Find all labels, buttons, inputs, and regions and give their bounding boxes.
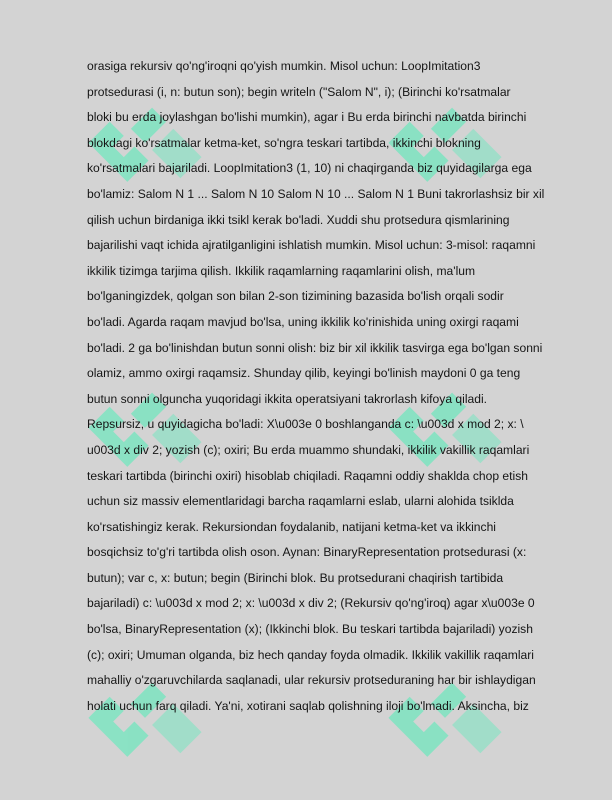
text-line: qilish uchun birdaniga ikki tsikl kerak bo'ladi. Xuddi shu protsedura qismlarining xyxy=(87,212,510,227)
text-line: ko'rsatishingiz kerak. Rekursiondan foydalanib, natijani ketma-ket va ikkinchi xyxy=(87,519,496,534)
text-line: olamiz, ammo oxirgi raqamsiz. Shunday qilib, keyingi bo'linish maydoni 0 ga teng xyxy=(87,366,521,381)
text-line: ko'rsatmalari bajariladi. LoopImitation3 (1, 10) ni chaqirganda biz quyidagilarga ega xyxy=(87,161,532,176)
text-line: orasiga rekursiv qo'ng'iroqni qo'yish mumkin. Misol uchun: LoopImitation3 xyxy=(87,59,481,73)
text-line: blokdagi ko'rsatmalar ketma-ket, so'ngra teskari tartibda, ikkinchi blokning xyxy=(87,135,481,150)
text-line: bajariladi) c: \u003d x mod 2; x: \u003d x div 2; (Rekursiv qo'ng'iroq) agar x\u003e 0 xyxy=(87,596,535,611)
text-line: bo'ladi. 2 ga bo'linishdan butun sonni olish: biz bir xil ikkilik tasvirga ega bo'lgan sonni xyxy=(87,340,543,355)
text-line: bo'ladi. Agarda raqam mavjud bo'lsa, uning ikkilik ko'rinishida uning oxirgi raqami xyxy=(87,314,519,329)
text-line: ikkilik tizimga tarjima qilish. Ikkilik raqamlarning raqamlarini olish, ma'lum xyxy=(87,263,476,278)
text-line: bo'lsa, BinaryRepresentation (x); (Ikkinchi blok. Bu teskari tartibda bajariladi) yozish xyxy=(87,622,533,637)
text-line: u003d x div 2; yozish (c); oxiri; Bu erda muammo shundaki, ikkilik vakillik raqamlari xyxy=(87,442,530,457)
text-line: bo'lamiz: Salom N 1 ... Salom N 10 Salom N 10 ... Salom N 1 Buni takrorlashsiz bir xil xyxy=(87,186,545,201)
text-line: holati uchun farq qiladi. Ya'ni, xotirani saqlab qolishning iloji bo'lmadi. Aksincha, biz xyxy=(87,698,529,713)
text-line: uchun siz massiv elementlaridagi barcha raqamlarni eslab, ularni alohida tsiklda xyxy=(87,494,514,509)
text-line: bo'lganingizdek, qolgan son bilan 2-son tizimining bazasida bo'lish orqali sodir xyxy=(87,289,504,304)
text-line: butun); var c, x: butun; begin (Birinchi blok. Bu protsedurani chaqirish tartibida xyxy=(87,570,504,585)
text-line: protsedurasi (i, n: butun son); begin writeln ("Salom N", i); (Birinchi ko'rsatmalar xyxy=(87,84,511,99)
text-line: (c); oxiri; Umuman olganda, biz hech qanday foyda olmadik. Ikkilik vakillik raqamlari xyxy=(87,647,534,662)
body-text xyxy=(87,54,572,719)
text-line: bloki bu erda joylashgan bo'lishi mumkin), agar i Bu erda birinchi navbatda birinchi xyxy=(87,110,527,125)
text-line: teskari tartibda (birinchi oxiri) hisoblab chiqiladi. Raqamni oddiy shaklda chop etish xyxy=(87,468,528,483)
text-line: bajarilishi vaqt ichida ajratilganligini ishlatish mumkin. Misol uchun: 3-misol: raqamni xyxy=(87,238,536,253)
text-line: Repsursiz, u quyidagicha bo'ladi: X\u003e 0 boshlanganda c: \u003d x mod 2; x: \ xyxy=(87,417,524,432)
text-line: bosqichsiz to'g'ri tartibda olish oson. Aynan: BinaryRepresentation protsedurasi (x: xyxy=(87,545,527,560)
text-line: butun sonni olguncha yuqoridagi ikkita operatsiyani takrorlash kifoya qiladi. xyxy=(87,391,488,406)
text-line: mahalliy o'zgaruvchilarda saqlanadi, ular rekursiv protseduraning har bir ishlaydigan xyxy=(87,673,536,688)
